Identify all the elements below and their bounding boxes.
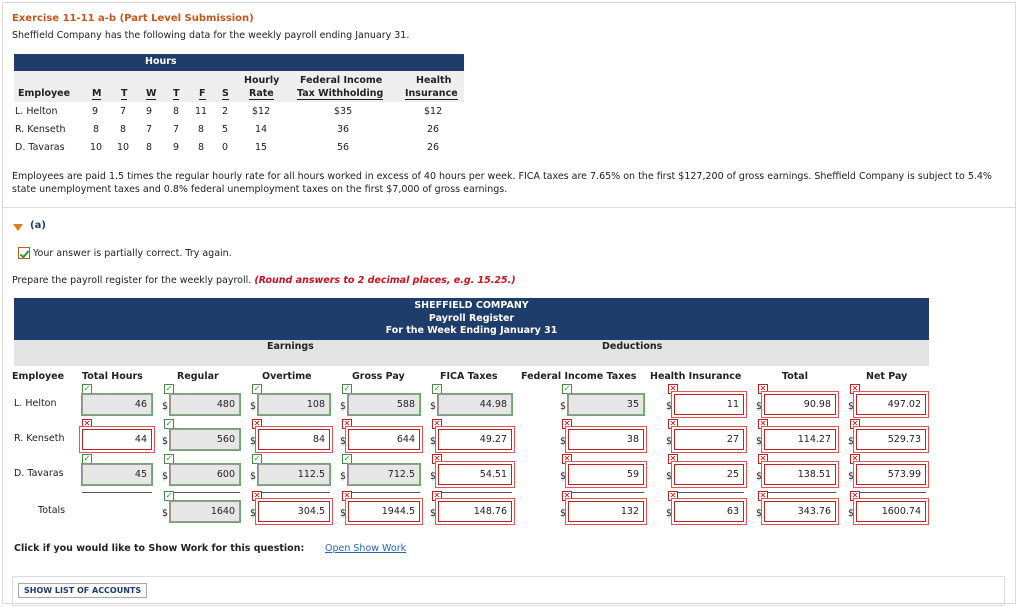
register-input-regular[interactable]: 480 <box>170 394 240 415</box>
register-header <box>14 298 929 340</box>
correct-check-icon: ✓ <box>165 491 173 500</box>
register-input-total-hours[interactable]: 44 <box>82 429 152 450</box>
register-input-federal-income-taxes[interactable]: 132 <box>568 501 644 522</box>
health-header: Health <box>416 75 452 86</box>
hours-cell: 8 <box>146 142 153 153</box>
show-work-prompt: Click if you would like to Show Work for this question: <box>14 543 305 554</box>
hours-cell: 7 <box>146 124 153 135</box>
incorrect-x-icon: ✕ <box>759 491 767 500</box>
hours-cell: 7 <box>173 124 180 135</box>
register-input-total[interactable]: 90.98 <box>764 394 836 415</box>
register-input-total-hours[interactable]: 45 <box>82 464 152 485</box>
incorrect-x-icon: ✕ <box>669 384 677 393</box>
register-input-total[interactable]: 343.76 <box>764 501 836 522</box>
incorrect-x-icon: ✕ <box>433 454 441 463</box>
totals-rule <box>668 492 744 493</box>
dollar-sign: $ <box>340 508 347 519</box>
part-a-label[interactable]: (a) <box>30 220 46 231</box>
dollar-sign: $ <box>666 436 673 447</box>
health-cell: 26 <box>427 124 440 135</box>
register-input-health-insurance[interactable]: 63 <box>674 501 744 522</box>
incorrect-x-icon: ✕ <box>253 491 261 500</box>
hours-cell: 9 <box>146 106 153 117</box>
hours-cell: 8 <box>120 124 127 135</box>
register-row-label: R. Kenseth <box>14 433 65 444</box>
hours-cell: 9 <box>173 142 180 153</box>
health-cell: 26 <box>427 142 440 153</box>
register-input-overtime[interactable]: 304.5 <box>258 501 330 522</box>
dollar-sign: $ <box>560 436 567 447</box>
rate-cell: 15 <box>255 142 268 153</box>
hours-table-header-bg <box>14 71 464 102</box>
dollar-sign: $ <box>340 436 347 447</box>
instructions <box>12 275 516 286</box>
register-input-fica-taxes[interactable]: 49.27 <box>438 429 512 450</box>
earnings-group-label: Earnings <box>267 341 314 352</box>
dollar-sign: $ <box>430 508 437 519</box>
incorrect-x-icon: ✕ <box>343 491 351 500</box>
dollar-sign: $ <box>666 508 673 519</box>
incorrect-x-icon: ✕ <box>253 419 261 428</box>
hours-cell: 8 <box>93 124 100 135</box>
dollar-sign: $ <box>162 436 169 447</box>
register-group-bar <box>14 340 929 366</box>
incorrect-x-icon: ✕ <box>669 419 677 428</box>
incorrect-x-icon: ✕ <box>759 419 767 428</box>
dollar-sign: $ <box>250 471 257 482</box>
col-gross-pay: Gross Pay <box>352 371 405 382</box>
correct-check-icon: ✓ <box>253 454 261 463</box>
col-net-pay: Net Pay <box>866 371 908 382</box>
register-input-overtime[interactable]: 112.5 <box>258 464 330 485</box>
dollar-sign: $ <box>250 508 257 519</box>
hours-row-name: R. Kenseth <box>15 124 66 135</box>
hours-row-name: L. Helton <box>15 106 58 117</box>
correct-check-icon: ✓ <box>83 384 91 393</box>
incorrect-x-icon: ✕ <box>759 384 767 393</box>
dollar-sign: $ <box>250 436 257 447</box>
rate-cell: 14 <box>255 124 268 135</box>
dollar-sign: $ <box>560 401 567 412</box>
incorrect-x-icon: ✕ <box>433 491 441 500</box>
dollar-sign: $ <box>756 508 763 519</box>
divider <box>3 207 1015 208</box>
collapse-triangle-icon[interactable] <box>13 224 23 231</box>
day-header-s: S <box>222 88 229 99</box>
incorrect-x-icon: ✕ <box>851 384 859 393</box>
register-title: Payroll Register <box>428 312 515 324</box>
correct-check-icon: ✓ <box>433 384 441 393</box>
fed-cell: 36 <box>337 124 350 135</box>
employee-col-header: Employee <box>18 88 71 99</box>
rate-header: Hourly <box>244 75 280 86</box>
exercise-intro: Sheffield Company has the following data for the weekly payroll ending January 31. <box>12 30 410 41</box>
fed-cell: 56 <box>337 142 350 153</box>
dollar-sign: $ <box>848 508 855 519</box>
dollar-sign: $ <box>162 508 169 519</box>
col-employee: Employee <box>12 371 65 382</box>
incorrect-x-icon: ✕ <box>83 419 91 428</box>
instructions-text: Prepare the payroll register for the weekly payroll. <box>12 275 252 286</box>
day-header-w: W <box>146 88 157 99</box>
dollar-sign: $ <box>430 436 437 447</box>
register-input-health-insurance[interactable]: 25 <box>674 464 744 485</box>
totals-rule <box>342 492 420 493</box>
col-federal-income-taxes: Federal Income Taxes <box>521 371 637 382</box>
incorrect-x-icon: ✕ <box>343 419 351 428</box>
register-input-federal-income-taxes[interactable]: 35 <box>568 394 644 415</box>
incorrect-x-icon: ✕ <box>851 419 859 428</box>
incorrect-x-icon: ✕ <box>669 491 677 500</box>
dollar-sign: $ <box>756 401 763 412</box>
hours-cell: 8 <box>198 142 205 153</box>
problem-description: Employees are paid 1.5 times the regular hourly rate for all hours worked in excess of 40 hours per week. FICA taxes are 7.65% on the first $127,200 of gross earnings. Sheffield Company is subject to 5.4% state unemployment taxes and 0.8% federal unemployment taxes on the first $7,000 of gross earnings. <box>12 171 992 195</box>
col-overtime: Overtime <box>262 371 312 382</box>
totals-rule <box>82 492 152 493</box>
hours-cell: 8 <box>173 106 180 117</box>
day-header-t: T <box>121 88 128 99</box>
company-name: SHEFFIELD COMPANY <box>414 300 529 311</box>
correct-check-icon: ✓ <box>165 454 173 463</box>
col-health-insurance: Health Insurance <box>650 371 742 382</box>
dollar-sign: $ <box>666 401 673 412</box>
register-input-fica-taxes[interactable]: 54.51 <box>438 464 512 485</box>
register-period: For the Week Ending January 31 <box>385 325 558 336</box>
hours-header-bar <box>14 54 464 71</box>
dollar-sign: $ <box>756 436 763 447</box>
dollar-sign: $ <box>560 508 567 519</box>
health-header-2: Insurance <box>405 88 458 99</box>
open-show-work-link[interactable]: Open Show Work <box>325 543 407 554</box>
fed-header-2: Tax Withholding <box>297 88 384 99</box>
register-input-net-pay[interactable]: 573.99 <box>856 464 926 485</box>
hours-cell: 10 <box>117 142 130 153</box>
fed-header: Federal Income <box>300 75 383 86</box>
hours-label: Hours <box>145 56 177 67</box>
answer-status: Your answer is partially correct. Try again. <box>33 248 232 259</box>
register-input-overtime[interactable]: 84 <box>258 429 330 450</box>
register-input-gross-pay[interactable]: 712.5 <box>348 464 420 485</box>
correct-check-icon: ✓ <box>343 384 351 393</box>
dollar-sign: $ <box>250 401 257 412</box>
day-header-th: T <box>173 88 180 99</box>
register-input-fica-taxes[interactable]: 44.98 <box>438 394 512 415</box>
register-input-gross-pay[interactable]: 1944.5 <box>348 501 420 522</box>
register-row-label: D. Tavaras <box>14 468 64 479</box>
day-header-f: F <box>199 88 206 99</box>
dollar-sign: $ <box>560 471 567 482</box>
hours-cell: 0 <box>222 142 229 153</box>
register-row-label: Totals <box>38 505 66 516</box>
register-input-federal-income-taxes[interactable]: 59 <box>568 464 644 485</box>
totals-rule <box>432 492 512 493</box>
col-total: Total <box>782 371 808 382</box>
fed-cell: $35 <box>334 106 353 117</box>
hours-row-name: D. Tavaras <box>15 142 65 153</box>
register-input-net-pay[interactable]: 529.73 <box>856 429 926 450</box>
register-input-total[interactable]: 138.51 <box>764 464 836 485</box>
totals-rule <box>758 492 836 493</box>
incorrect-x-icon: ✕ <box>851 454 859 463</box>
rate-header-2: Rate <box>249 88 274 99</box>
incorrect-x-icon: ✕ <box>563 419 571 428</box>
accounts-panel <box>12 576 1005 606</box>
hours-cell: 8 <box>198 124 205 135</box>
register-input-health-insurance[interactable]: 27 <box>674 429 744 450</box>
dollar-sign: $ <box>848 401 855 412</box>
incorrect-x-icon: ✕ <box>669 454 677 463</box>
register-input-regular[interactable]: 600 <box>170 464 240 485</box>
show-list-of-accounts-button[interactable]: SHOW LIST OF ACCOUNTS <box>18 583 147 598</box>
incorrect-x-icon: ✕ <box>563 454 571 463</box>
register-input-fica-taxes[interactable]: 148.76 <box>438 501 512 522</box>
dollar-sign: $ <box>162 401 169 412</box>
register-input-gross-pay[interactable]: 644 <box>348 429 420 450</box>
hours-cell: 10 <box>90 142 103 153</box>
hours-cell: 11 <box>195 106 208 117</box>
hours-cell: 9 <box>92 106 99 117</box>
correct-check-icon: ✓ <box>165 384 173 393</box>
incorrect-x-icon: ✕ <box>851 491 859 500</box>
exercise-title: Exercise 11-11 a-b (Part Level Submission) <box>12 13 254 24</box>
register-input-total-hours[interactable]: 46 <box>82 394 152 415</box>
incorrect-x-icon: ✕ <box>563 491 571 500</box>
incorrect-x-icon: ✕ <box>759 454 767 463</box>
dollar-sign: $ <box>430 471 437 482</box>
day-header-m: M <box>92 88 102 99</box>
register-input-net-pay[interactable]: 497.02 <box>856 394 926 415</box>
dollar-sign: $ <box>666 471 673 482</box>
hours-cell: 2 <box>222 106 229 117</box>
register-input-regular[interactable]: 1640 <box>170 501 240 522</box>
col-fica: FICA Taxes <box>440 371 498 382</box>
hours-cell: 5 <box>222 124 229 135</box>
register-input-overtime[interactable]: 108 <box>258 394 330 415</box>
register-input-gross-pay[interactable]: 588 <box>348 394 420 415</box>
register-input-total[interactable]: 114.27 <box>764 429 836 450</box>
register-input-regular[interactable]: 560 <box>170 429 240 450</box>
totals-rule <box>164 492 240 493</box>
totals-rule <box>850 492 926 493</box>
correct-check-icon: ✓ <box>253 384 261 393</box>
totals-rule <box>252 492 330 493</box>
register-input-net-pay[interactable]: 1600.74 <box>856 501 926 522</box>
col-regular: Regular <box>177 371 219 382</box>
col-total-hours: Total Hours <box>82 371 143 382</box>
register-row-label: L. Helton <box>14 398 57 409</box>
dollar-sign: $ <box>848 471 855 482</box>
dollar-sign: $ <box>756 471 763 482</box>
correct-check-icon: ✓ <box>343 454 351 463</box>
rate-cell: $12 <box>252 106 271 117</box>
health-cell: $12 <box>424 106 443 117</box>
correct-check-icon: ✓ <box>165 419 173 428</box>
correct-check-icon: ✓ <box>83 454 91 463</box>
dollar-sign: $ <box>340 401 347 412</box>
register-input-health-insurance[interactable]: 11 <box>674 394 744 415</box>
dollar-sign: $ <box>162 471 169 482</box>
correct-check-icon: ✓ <box>563 384 571 393</box>
dollar-sign: $ <box>848 436 855 447</box>
totals-rule <box>562 492 644 493</box>
dollar-sign: $ <box>340 471 347 482</box>
hours-cell: 7 <box>120 106 127 117</box>
rounding-hint: (Round answers to 2 decimal places, e.g. 15.25.) <box>254 275 516 286</box>
dollar-sign: $ <box>430 401 437 412</box>
deductions-group-label: Deductions <box>602 341 663 352</box>
partially-correct-icon <box>18 247 30 259</box>
incorrect-x-icon: ✕ <box>433 419 441 428</box>
register-input-federal-income-taxes[interactable]: 38 <box>568 429 644 450</box>
